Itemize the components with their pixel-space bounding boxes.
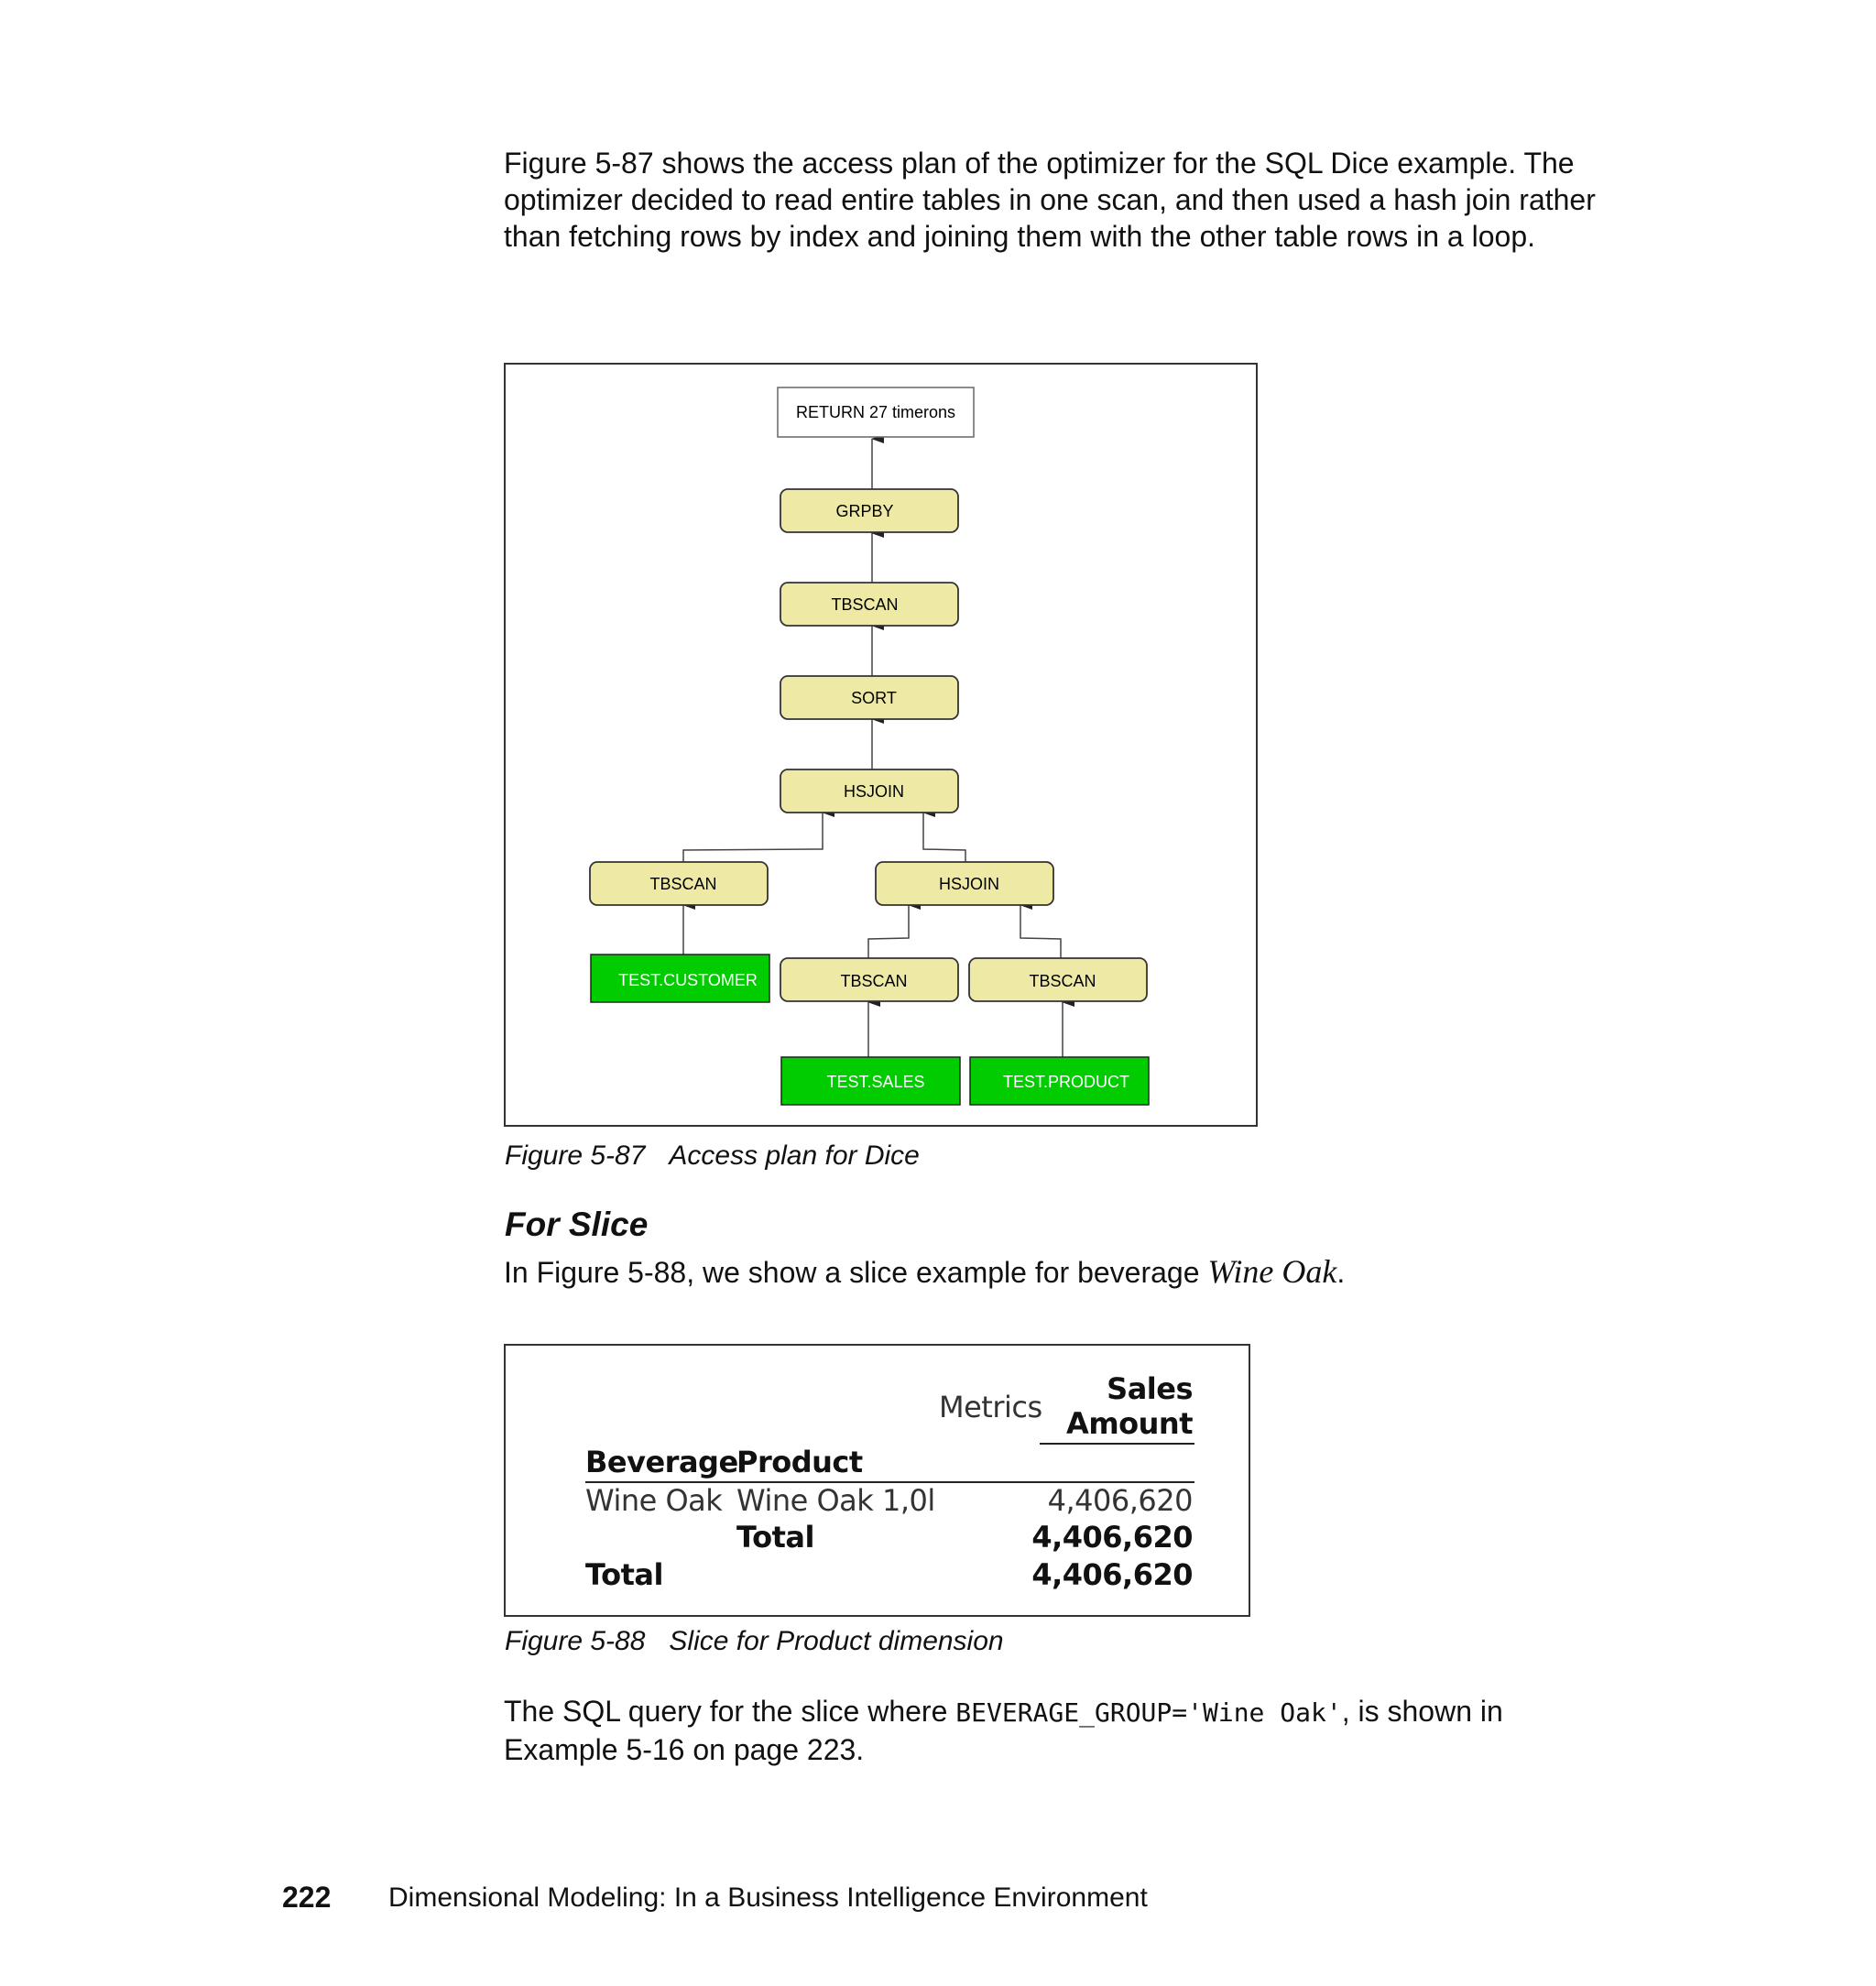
row-header-beverage: Beverage (585, 1445, 738, 1479)
cell-beverage: Wine Oak (585, 1483, 723, 1518)
page-number: 222 (282, 1881, 332, 1914)
node-tbscan-right (969, 958, 1147, 1001)
node-tbscan-top (780, 583, 958, 626)
column-header-sales: Sales (1107, 1371, 1193, 1406)
inline-code: BEVERAGE_GROUP='Wine Oak' (955, 1697, 1342, 1728)
column-header-amount: Amount (1066, 1406, 1193, 1441)
node-return-label: RETURN 27 timerons (795, 403, 956, 421)
node-hsjoin-top-label: HSJOIN (843, 782, 905, 801)
node-hsjoin-top (780, 769, 958, 813)
node-tbscan-mid (780, 958, 958, 1001)
sql-paragraph (504, 1693, 1621, 1768)
figure-5-87-caption (505, 1140, 920, 1172)
node-tbscan-top-label: TBSCAN (831, 595, 899, 614)
node-sort (780, 676, 958, 719)
slice-intro-emphasis: Wine Oak (1207, 1253, 1337, 1290)
cell-product-total-label: Total (736, 1520, 814, 1555)
slice-report-figure (504, 1344, 1250, 1617)
node-grpby-label: GRPBY (835, 502, 894, 520)
slice-intro-text: In Figure 5-88, we show a slice example for beverage (504, 1256, 1208, 1289)
sql-paragraph-suffix: , is shown in Example 5-16 on page 223. (504, 1695, 1503, 1766)
metrics-label: Metrics (939, 1390, 1042, 1424)
access-plan-diagram (506, 365, 1260, 1129)
node-table-customer (591, 955, 769, 1002)
edge-tbscan-mid-hsjoin (868, 905, 909, 958)
figure-5-88-caption (505, 1626, 1004, 1657)
edge-hsjoin-right-hsjoin (923, 813, 965, 862)
intro-paragraph: Figure 5-87 shows the access plan of the optimizer for the SQL Dice example. The optimizer decided to read entire tables in one scan, and then used a hash join rather than fetching rows by index and joining them with the other table rows in a loop. (504, 147, 1596, 253)
edge-tbscan-left-hsjoin (683, 813, 823, 862)
node-tbscan-left-label: TBSCAN (649, 875, 717, 893)
node-grpby (780, 489, 958, 532)
row-header-product: Product (736, 1445, 863, 1479)
node-tbscan-right-label: TBSCAN (1029, 972, 1096, 990)
node-table-product-label: TEST.PRODUCT (1002, 1073, 1130, 1091)
running-footer-title: Dimensional Modeling: In a Business Intelligence Environment (388, 1882, 1148, 1913)
node-table-sales (781, 1057, 960, 1105)
node-hsjoin-right (876, 862, 1053, 905)
slice-intro-suffix: . (1336, 1256, 1346, 1289)
slice-intro-paragraph (504, 1253, 1621, 1291)
cell-grand-total-amount: 4,406,620 (1031, 1557, 1193, 1592)
edge-tbscan-right-hsjoin (1020, 905, 1061, 958)
access-plan-figure (504, 363, 1258, 1127)
node-table-sales-label: TEST.SALES (826, 1073, 925, 1091)
caption-number: Figure 5-88 (505, 1626, 646, 1656)
node-sort-label: SORT (851, 689, 897, 707)
cell-product-total-amount: 4,406,620 (1031, 1520, 1193, 1555)
node-table-customer-label: TEST.CUSTOMER (618, 971, 758, 989)
cell-amount: 4,406,620 (1047, 1483, 1193, 1518)
column-header-rule (1040, 1443, 1194, 1445)
node-table-product (970, 1057, 1149, 1105)
cell-grand-total-label: Total (585, 1557, 663, 1592)
caption-title: Slice for Product dimension (669, 1626, 1004, 1656)
node-hsjoin-right-label: HSJOIN (938, 875, 1000, 893)
caption-number: Figure 5-87 (505, 1140, 646, 1171)
node-tbscan-left (590, 862, 768, 905)
cell-product: Wine Oak 1,0l (736, 1483, 935, 1518)
node-return (778, 387, 974, 437)
section-heading: For Slice (505, 1206, 649, 1243)
sql-paragraph-text: The SQL query for the slice where (504, 1695, 956, 1728)
node-tbscan-mid-label: TBSCAN (840, 972, 908, 990)
caption-title: Access plan for Dice (669, 1140, 920, 1171)
